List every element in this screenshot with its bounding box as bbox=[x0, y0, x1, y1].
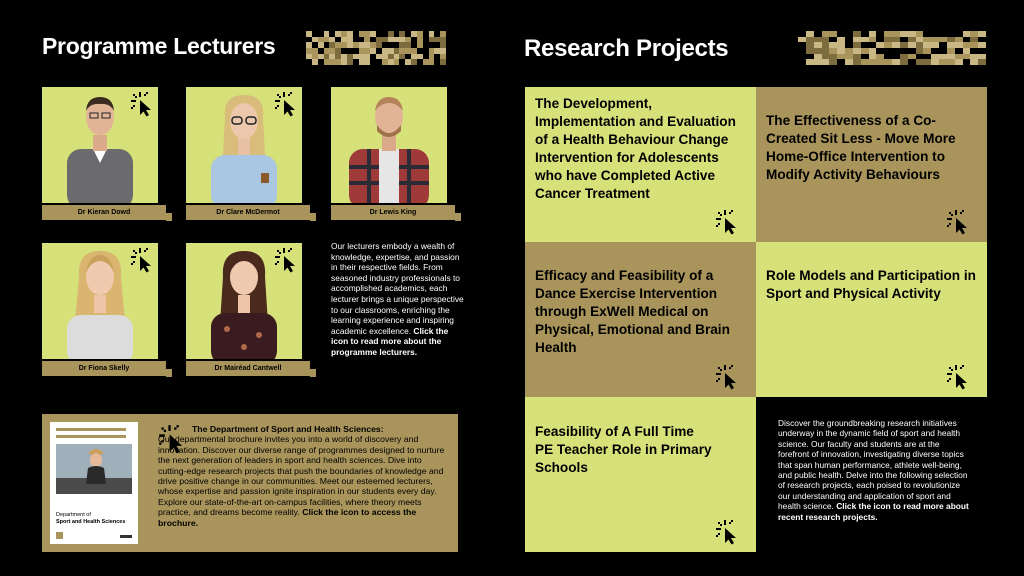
brochure-panel[interactable] bbox=[42, 414, 458, 552]
research-project-card[interactable] bbox=[756, 87, 987, 242]
cover-title-line2: Sport and Health Sciences bbox=[56, 519, 126, 525]
lecturers-description bbox=[331, 241, 467, 358]
brochure-body: Our departmental brochure invites you into a world of discovery and innovation. Discover our diverse range of programmes designed to nurture the next generation of leaders in sport and health sciences. Dive into cutting-edge research projects that push the boundaries of knowledge and drive positive change in our communities. Meet our esteemed lecturers, whose expertise and passion ignite inspiration in our students every day. Explore our state-of-the-art on-campus facilities, where theory meets practice, and dreams become reality. bbox=[158, 434, 445, 518]
brochure-cta: Click the icon to access the brochure. bbox=[158, 507, 417, 528]
research-description-text: Discover the groundbreaking research initiatives underway in the dynamic field of sport and health science. Our faculty and students are at the forefront of innovation, investigating diverse topics that span human performance, athlete well-being, and public health. Delve into the following selection of research projects, each poised to revolutionize our understanding and application of sport and health science. bbox=[778, 418, 968, 512]
brochure-heading: The Department of Sport and Health Sciences: bbox=[192, 424, 384, 434]
lecturers-cta: Click the icon to read more about the programme lecturers. bbox=[331, 325, 449, 357]
lecturer-card[interactable] bbox=[331, 87, 447, 221]
pixel-pattern-decoration bbox=[306, 31, 446, 65]
research-project-title: Efficacy and Feasibility of a Dance Exercise Intervention through ExWell Medical on Physical, Emotional and Brain Health bbox=[535, 268, 730, 355]
cursor-click-icon[interactable] bbox=[130, 91, 156, 117]
research-project-title: Role Models and Participation in Sport and Physical Activity bbox=[766, 268, 976, 301]
namebar-notch bbox=[166, 213, 172, 221]
research-description bbox=[778, 418, 973, 522]
lecturer-card[interactable] bbox=[42, 243, 158, 377]
lecturer-name: Dr Kieran Dowd bbox=[42, 205, 166, 220]
pixel-pattern-decoration bbox=[798, 31, 986, 65]
cover-stripe bbox=[56, 435, 126, 438]
research-project-card[interactable] bbox=[756, 242, 987, 397]
brochure-cover[interactable] bbox=[50, 422, 138, 544]
research-project-card[interactable] bbox=[525, 87, 756, 242]
cover-logo-mark bbox=[120, 535, 132, 538]
cover-stripe bbox=[56, 428, 126, 431]
namebar-notch bbox=[310, 369, 316, 377]
cursor-click-icon[interactable] bbox=[715, 364, 741, 390]
research-title: Research Projects bbox=[524, 35, 729, 62]
lecturer-name: Dr Lewis King bbox=[331, 205, 455, 220]
namebar-notch bbox=[455, 213, 461, 221]
cover-logo bbox=[56, 532, 63, 539]
cursor-click-icon[interactable] bbox=[715, 519, 741, 545]
namebar-notch bbox=[310, 213, 316, 221]
cursor-click-icon[interactable] bbox=[946, 209, 972, 235]
lecturer-card[interactable] bbox=[186, 243, 302, 377]
lecturers-description-text: Our lecturers embody a wealth of knowledge, expertise, and passion in their respective fields. From seasoned industry professionals to accomplished academics, each lecturer brings a unique perspective to our classrooms, enriching the learning experience and inspiring academic excellence. bbox=[331, 241, 464, 336]
cover-title-line1: Department of bbox=[56, 512, 91, 518]
lecturer-name: Dr Clare McDermot bbox=[186, 205, 310, 220]
brochure-text bbox=[158, 424, 452, 528]
research-project-card[interactable] bbox=[525, 242, 756, 397]
cursor-click-icon[interactable] bbox=[130, 247, 156, 273]
research-project-title: The Development, Implementation and Evaluation of a Health Behaviour Change Intervention for Adolescents who have Completed Active Cancer Treatment bbox=[535, 96, 736, 201]
lecturers-title: Programme Lecturers bbox=[42, 33, 276, 59]
lecturer-card[interactable] bbox=[42, 87, 158, 221]
lecturer-name: Dr Fiona Skelly bbox=[42, 361, 166, 376]
cover-photo bbox=[56, 444, 132, 494]
lecturer-photo bbox=[331, 87, 447, 203]
lecturer-card[interactable] bbox=[186, 87, 302, 221]
research-cta: Click the icon to read more about recent research projects. bbox=[778, 501, 969, 522]
research-project-title: The Effectiveness of a Co-Created Sit Less - Move More Home-Office Intervention to Modify Activity Behaviours bbox=[766, 113, 956, 182]
research-project-title: Feasibility of A Full Time PE Teacher Role in Primary Schools bbox=[535, 424, 712, 475]
lecturer-name: Dr Mairéad Cantwell bbox=[186, 361, 310, 376]
cursor-click-icon[interactable] bbox=[715, 209, 741, 235]
namebar-notch bbox=[166, 369, 172, 377]
cursor-click-icon[interactable] bbox=[274, 91, 300, 117]
cursor-click-icon[interactable] bbox=[946, 364, 972, 390]
cursor-click-icon[interactable] bbox=[274, 247, 300, 273]
research-project-card[interactable] bbox=[525, 397, 756, 552]
